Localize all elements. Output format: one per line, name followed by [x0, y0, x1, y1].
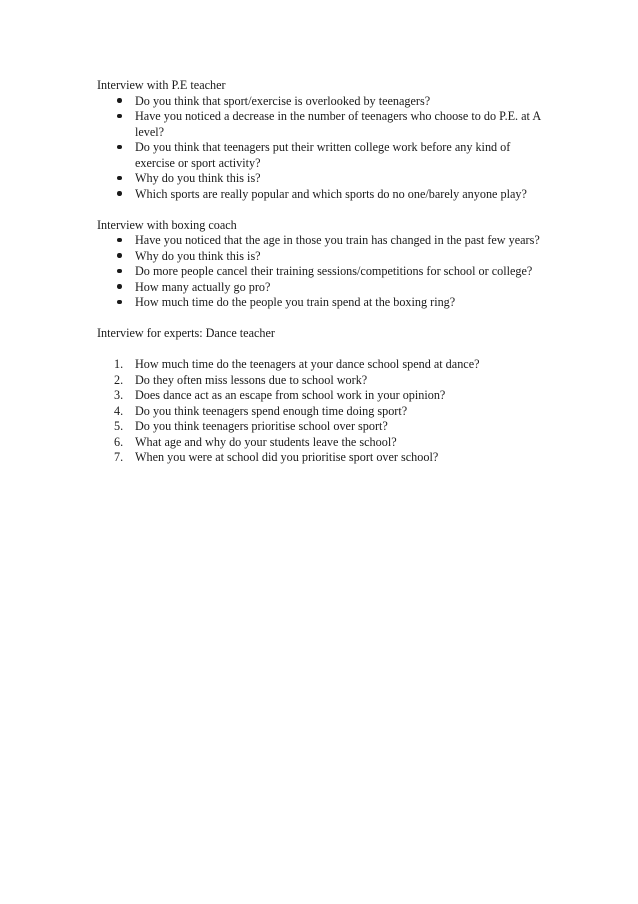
- list-item-text: Do you think teenagers prioritise school over sport?: [135, 419, 388, 433]
- list-item: [97, 280, 547, 296]
- bullet-icon: [117, 94, 127, 110]
- list-item: [97, 295, 547, 311]
- list-item: [97, 357, 547, 373]
- list-number: 4.: [114, 403, 124, 418]
- section-spacer: [97, 311, 547, 327]
- list-item-text: Do you think teenagers spend enough time doing sport?: [135, 403, 408, 418]
- bullet-list: [97, 233, 547, 311]
- list-item: [97, 171, 547, 187]
- bullet-list: [97, 94, 547, 203]
- list-item: [97, 109, 547, 140]
- bullet-icon: [117, 295, 127, 311]
- list-number: 1.: [114, 357, 124, 371]
- numbered-list: [97, 357, 547, 466]
- list-item-text: What age and why do your students leave the school?: [135, 434, 397, 449]
- bullet-icon: [117, 280, 127, 296]
- list-item-text: Why do you think this is?: [135, 171, 261, 185]
- list-number: 5.: [114, 419, 124, 433]
- list-number: 7.: [114, 450, 124, 464]
- section-boxing-coach: [97, 218, 547, 311]
- list-item-text: When you were at school did you prioritise sport over school?: [135, 450, 439, 464]
- bullet-icon: [117, 187, 127, 203]
- section-spacer: [97, 202, 547, 218]
- list-item: [97, 450, 547, 466]
- list-item-text: Have you noticed a decrease in the number of teenagers who choose to do P.E. at A level?: [135, 109, 541, 139]
- list-item-text: Does dance act as an escape from school work in your opinion?: [135, 388, 446, 402]
- document-page: [97, 78, 547, 466]
- list-item-text: Do they often miss lessons due to school work?: [135, 372, 368, 387]
- bullet-icon: [117, 140, 127, 156]
- list-item-text: How much time do the teenagers at your dance school spend at dance?: [135, 357, 480, 371]
- list-number: 6.: [114, 434, 124, 449]
- list-item-text: Do you think that sport/exercise is overlooked by teenagers?: [135, 93, 431, 108]
- list-item: [97, 187, 547, 203]
- list-item: [97, 404, 547, 420]
- list-item-text: Have you noticed that the age in those you train has changed in the past few years?: [135, 233, 540, 247]
- heading-spacer: [97, 342, 547, 358]
- list-item: [97, 140, 547, 171]
- list-item-text: How much time do the people you train spend at the boxing ring?: [135, 295, 456, 309]
- list-item: [97, 419, 547, 435]
- list-item: [97, 388, 547, 404]
- section-pe-teacher: [97, 78, 547, 202]
- list-item-text: Which sports are really popular and which sports do no one/barely anyone play?: [135, 186, 527, 201]
- section-heading: Interview with P.E teacher: [97, 78, 226, 92]
- section-heading: Interview for experts: Dance teacher: [97, 326, 275, 340]
- bullet-icon: [117, 233, 127, 249]
- list-item-text: Do more people cancel their training sessions/competitions for school or college?: [135, 264, 533, 278]
- section-dance-teacher: [97, 326, 547, 466]
- list-number: 2.: [114, 372, 124, 387]
- bullet-icon: [117, 171, 127, 187]
- list-item: [97, 264, 547, 280]
- list-number: 3.: [114, 388, 124, 402]
- list-item-text: Do you think that teenagers put their written college work before any kind of exercise or sport activity?: [135, 140, 511, 170]
- list-item: [97, 435, 547, 451]
- list-item: [97, 233, 547, 249]
- bullet-icon: [117, 264, 127, 280]
- list-item-text: How many actually go pro?: [135, 279, 271, 294]
- list-item: [97, 94, 547, 110]
- section-heading: Interview with boxing coach: [97, 217, 237, 232]
- bullet-icon: [117, 249, 127, 265]
- list-item: [97, 373, 547, 389]
- bullet-icon: [117, 109, 127, 125]
- list-item: [97, 249, 547, 265]
- list-item-text: Why do you think this is?: [135, 248, 261, 263]
